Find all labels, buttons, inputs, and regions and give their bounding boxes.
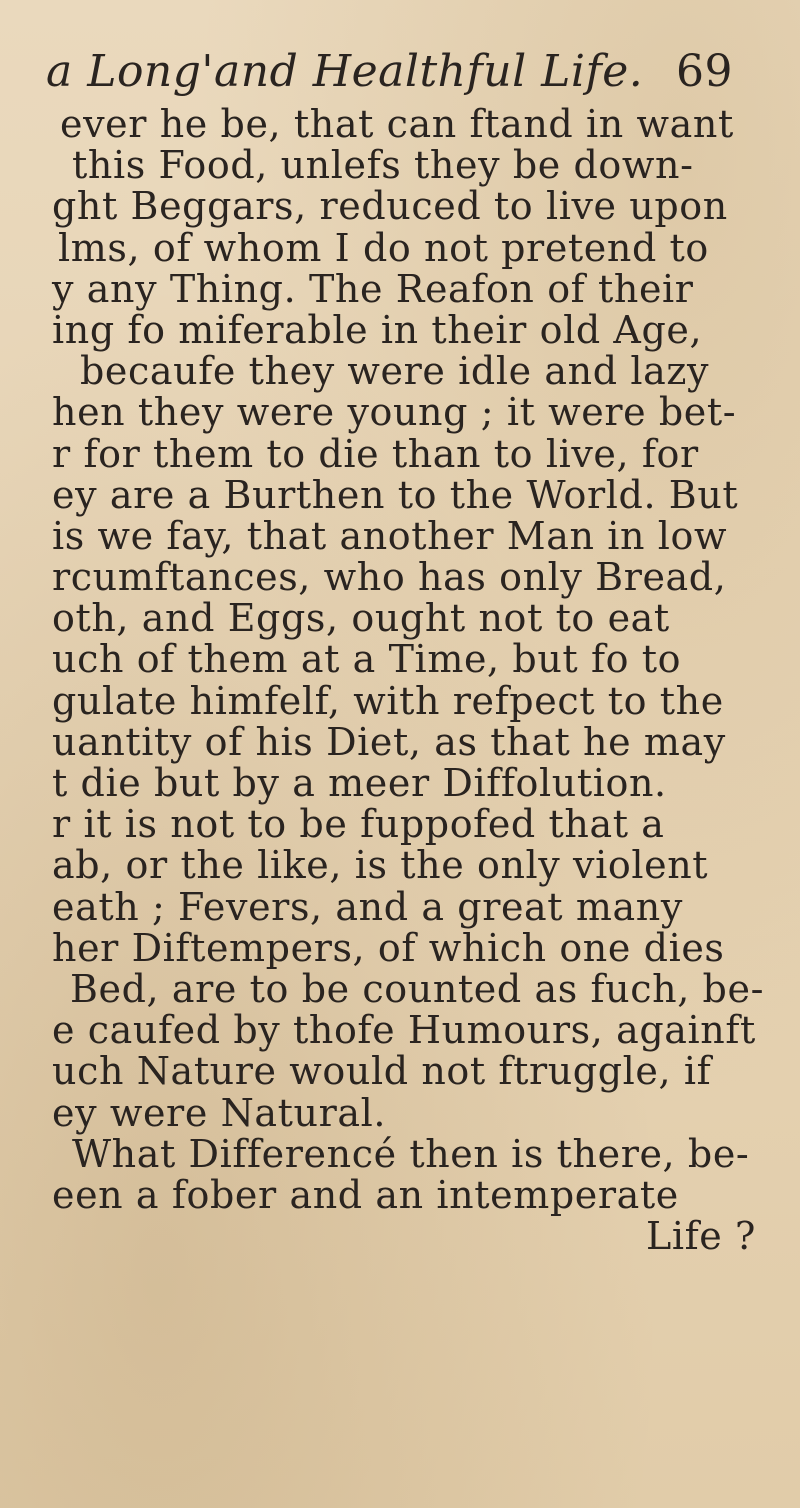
running-head	[46, 42, 766, 102]
text-line: eath ; Fevers, and a great many	[52, 884, 683, 929]
text-line: is we fay, that another Man in low	[52, 513, 728, 558]
text-line: becaufe they were idle and lazy	[80, 349, 710, 394]
text-line: ab, or the like, is the only violent	[52, 843, 709, 888]
text-line: ing fo miferable in their old Age,	[52, 307, 703, 352]
text-line: ey were Natural.	[52, 1090, 387, 1135]
text-line: ey are a Burthen to the World. But	[52, 472, 739, 517]
text-line: gulate himfelf, with refpect to the	[52, 678, 724, 723]
text-line: lms, of whom I do not pretend to	[58, 225, 709, 270]
text-line: this Food, unlefs they be down-	[72, 143, 694, 188]
text-line: t die but by a meer Diffolution.	[52, 761, 667, 805]
text-line: uantity of his Diet, as that he may	[52, 719, 726, 764]
running-title: a Long'and Healthful Life.	[46, 46, 644, 97]
text-line: r it is not to be fuppofed that a	[52, 802, 665, 847]
text-line: uch of them at a Time, but fo to	[52, 637, 682, 682]
page-number: 69	[676, 46, 733, 97]
text-line: Bed, are to be counted as fuch, be-	[70, 966, 765, 1011]
text-line: her Diftempers, of which one dies	[52, 925, 725, 970]
text-line: rcumftances, who has only Bread,	[52, 555, 727, 600]
text-line: uch Nature would not ftruggle, if	[52, 1049, 712, 1094]
text-line: What Differencé then is there, be-	[72, 1131, 750, 1176]
text-line: hen they were young ; it were bet-	[52, 390, 737, 435]
text-line: oth, and Eggs, ought not to eat	[52, 596, 670, 641]
text-line: y any Thing. The Reafon of their	[52, 266, 694, 311]
text-line: ght Beggars, reduced to live upon	[52, 184, 728, 229]
text-line: e caufed by thofe Humours, againft	[52, 1008, 756, 1053]
body-text	[0, 104, 800, 1257]
text-line: Life ?	[646, 1214, 756, 1259]
text-line: r for them to die than to live, for	[52, 431, 699, 476]
text-line: een a fober and an intemperate	[52, 1172, 679, 1217]
text-line: ever he be, that can ftand in want	[60, 102, 734, 146]
